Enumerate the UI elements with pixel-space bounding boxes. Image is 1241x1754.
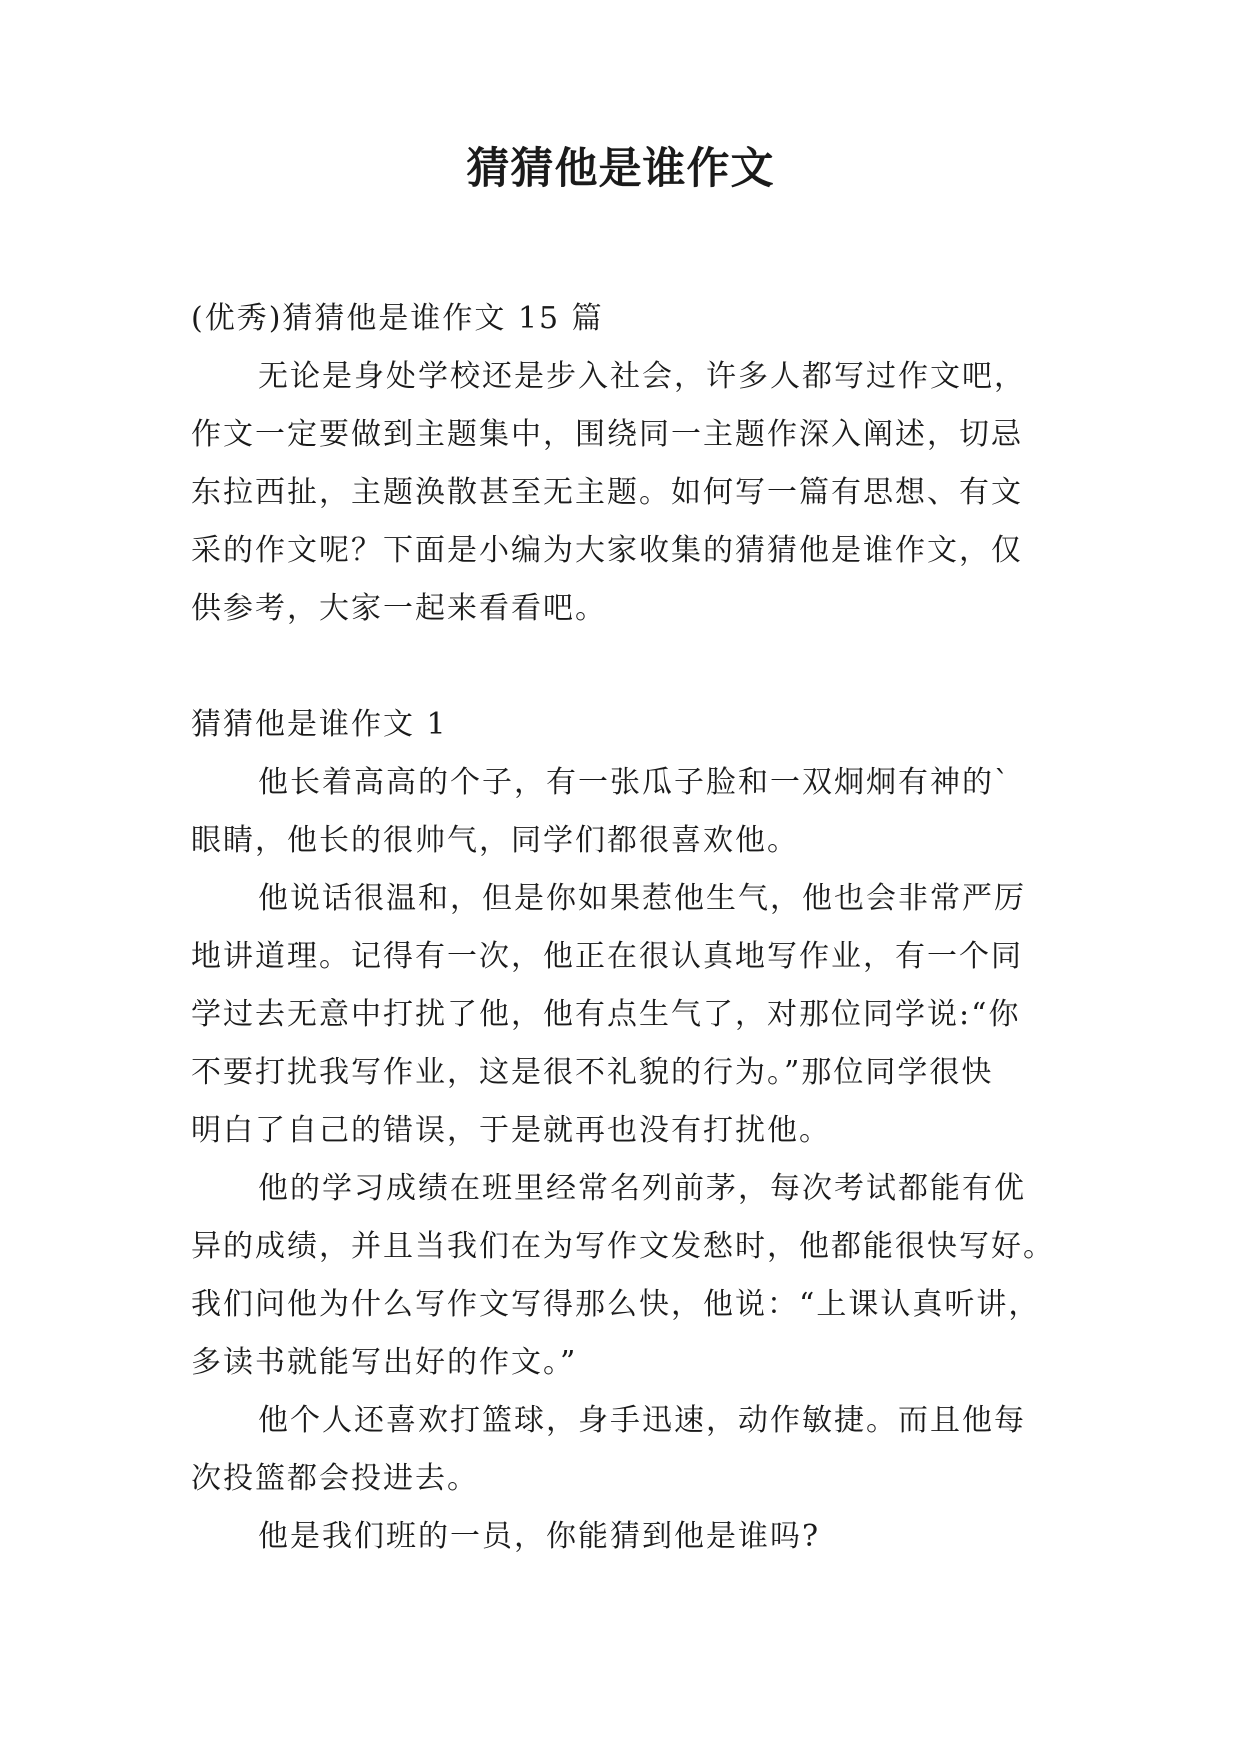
text-line: 他是我们班的一员，你能猜到他是谁吗? <box>258 1519 821 1554</box>
text-line: 采的作文呢？下面是小编为大家收集的猜猜他是谁作文，仅 <box>191 533 1023 568</box>
text-line: 多读书就能写出好的作文。” <box>191 1345 578 1380</box>
text-line: 次投篮都会投进去。 <box>191 1461 479 1496</box>
text-line: 他长着高高的个子，有一张瓜子脸和一双炯炯有神的` <box>258 765 1011 800</box>
document-title: 猜猜他是谁作文 <box>466 144 775 194</box>
document-body <box>191 290 1071 1566</box>
text-line: 猜猜他是谁作文 1 <box>191 707 448 742</box>
text-line: 无论是身处学校还是步入社会，许多人都写过作文吧， <box>258 359 1026 394</box>
text-line: 他说话很温和，但是你如果惹他生气，他也会非常严厉 <box>258 881 1026 916</box>
text-line: 学过去无意中打扰了他，他有点生气了，对那位同学说:“你 <box>191 997 1021 1032</box>
text-line: (优秀)猜猜他是谁作文 15 篇 <box>191 301 604 336</box>
text-line: 眼睛，他长的很帅气，同学们都很喜欢他。 <box>191 823 799 858</box>
text-line: 作文一定要做到主题集中，围绕同一主题作深入阐述，切忌 <box>191 417 1023 452</box>
text-line: 他个人还喜欢打篮球，身手迅速，动作敏捷。而且他每 <box>258 1403 1026 1438</box>
text-line: 明白了自己的错误，于是就再也没有打扰他。 <box>191 1113 831 1148</box>
text-line: 他的学习成绩在班里经常名列前茅，每次考试都能有优 <box>258 1171 1026 1206</box>
text-line: 不要打扰我写作业，这是很不礼貌的行为。”那位同学很快 <box>191 1055 994 1090</box>
text-line: 异的成绩，并且当我们在为写作文发愁时，他都能很快写好。 <box>191 1229 1055 1264</box>
text-line: 地讲道理。记得有一次，他正在很认真地写作业，有一个同 <box>191 939 1023 974</box>
paragraph-gap <box>191 638 1071 696</box>
text-line: 供参考，大家一起来看看吧。 <box>191 591 607 626</box>
text-line: 东拉西扯，主题涣散甚至无主题。如何写一篇有思想、有文 <box>191 475 1023 510</box>
text-line: 我们问他为什么写作文写得那么快，他说：“上课认真听讲， <box>191 1287 1041 1322</box>
